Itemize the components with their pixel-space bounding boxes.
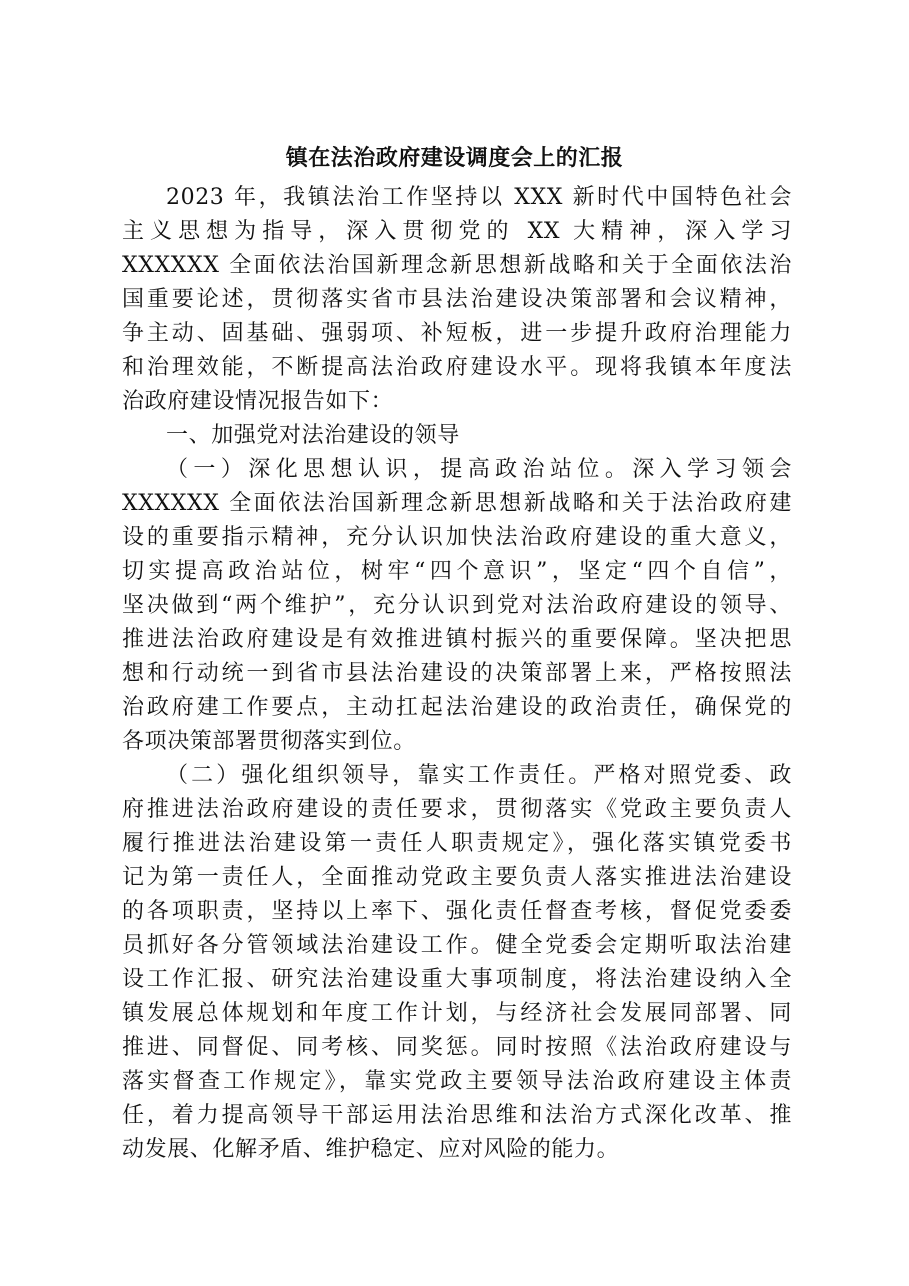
paragraph-line: 2023 年，我镇法治工作坚持以 XXX 新时代中国特色社会	[166, 185, 792, 210]
paragraph-line: 履行推进法治建设第一责任人职责规定》，强化落实镇党委书	[122, 831, 792, 856]
paragraph-line: 推进法治政府建设是有效推进镇村振兴的重要保障。坚决把思	[122, 627, 792, 652]
paragraph-line: XXXXXX 全面依法治国新理念新思想新战略和关于全面依法治	[122, 253, 792, 278]
document-title: 镇在法治政府建设调度会上的汇报	[285, 145, 624, 171]
paragraph-line: 府推进法治政府建设的责任要求，贯彻落实《党政主要负责人	[122, 797, 792, 822]
paragraph-line: 设的重要指示精神，充分认识加快法治政府建设的重大意义，	[122, 525, 792, 550]
paragraph-line: 记为第一责任人，全面推动党政主要负责人落实推进法治建设	[122, 865, 792, 890]
section-heading: 一、加强党对法治建设的领导	[166, 423, 460, 448]
paragraph-line: 任，着力提高领导干部运用法治思维和法治方式深化改革、推	[122, 1103, 792, 1128]
paragraph-line: 治政府建设情况报告如下：	[122, 389, 394, 414]
paragraph-line: 员抓好各分管领域法治建设工作。健全党委会定期听取法治建	[122, 933, 792, 958]
paragraph-line: 国重要论述，贯彻落实省市县法治建设决策部署和会议精神，	[122, 287, 792, 312]
paragraph-line: 设工作汇报、研究法治建设重大事项制度，将法治建设纳入全	[122, 967, 792, 992]
paragraph-line: 坚决做到“两个维护”，充分认识到党对法治政府建设的领导、	[122, 593, 792, 618]
paragraph-line: 各项决策部署贯彻落实到位。	[122, 729, 416, 754]
paragraph-line: 动发展、化解矛盾、维护稳定、应对风险的能力。	[122, 1137, 620, 1162]
paragraph-line: 想和行动统一到省市县法治建设的决策部署上来，严格按照法	[122, 661, 792, 686]
paragraph-line: XXXXXX 全面依法治国新理念新思想新战略和关于法治政府建	[122, 491, 792, 516]
paragraph-line: 落实督查工作规定》，靠实党政主要领导法治政府建设主体责	[122, 1069, 792, 1094]
paragraph-line: 的各项职责，坚持以上率下、强化责任督查考核，督促党委委	[122, 899, 792, 924]
paragraph-line: （二）强化组织领导，靠实工作责任。严格对照党委、政	[166, 763, 792, 788]
paragraph-line: 镇发展总体规划和年度工作计划，与经济社会发展同部署、同	[122, 1001, 792, 1026]
paragraph-line: 争主动、固基础、强弱项、补短板，进一步提升政府治理能力	[122, 321, 792, 346]
paragraph-line: 治政府建工作要点，主动扛起法治建设的政治责任，确保党的	[122, 695, 792, 720]
paragraph-line: 和治理效能，不断提高法治政府建设水平。现将我镇本年度法	[122, 355, 792, 380]
paragraph-line: 主义思想为指导，深入贯彻党的 XX 大精神，深入学习	[122, 219, 792, 244]
paragraph-line: 推进、同督促、同考核、同奖惩。同时按照《法治政府建设与	[122, 1035, 792, 1060]
paragraph-line: 切实提高政治站位，树牢“四个意识”，坚定“四个自信”，	[122, 559, 792, 584]
paragraph-line: （一）深化思想认识，提高政治站位。深入学习领会	[166, 457, 792, 482]
